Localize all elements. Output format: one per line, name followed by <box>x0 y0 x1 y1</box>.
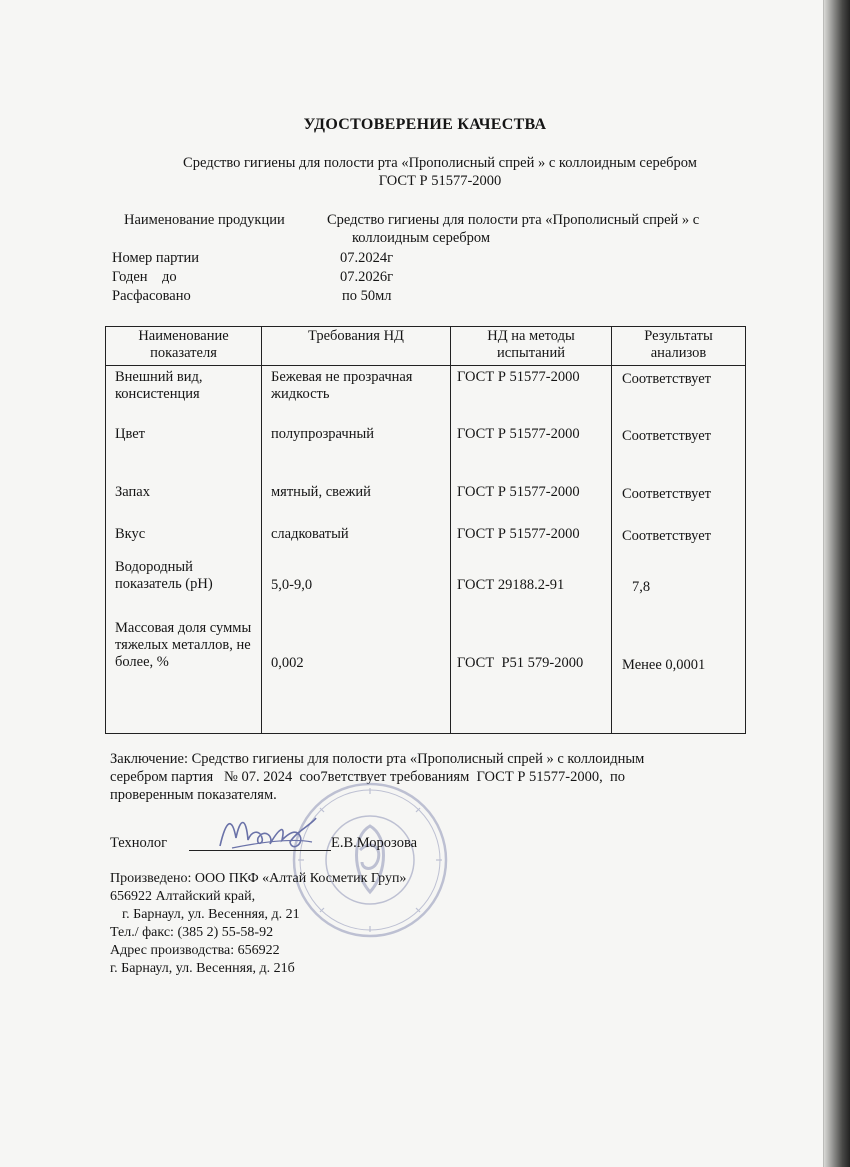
technologist-label: Технолог <box>110 835 168 851</box>
document-title: УДОСТОВЕРЕНИЕ КАЧЕСТВА <box>303 116 547 133</box>
batch-label: Номер партии <box>112 250 200 266</box>
conclusion-line: серебром партия № 07. 2024 соо7ветствует требованиям ГОСТ Р 51577-2000, по <box>110 769 625 785</box>
conclusion-line: проверенным показателям. <box>110 787 277 803</box>
packed-label: Расфасовано <box>112 288 191 304</box>
method-smell: ГОСТ Р 51577-2000 <box>457 484 580 500</box>
product-name-label: Наименование продукции <box>124 212 285 228</box>
production-address: г. Барнаул, ул. Весенняя, д. 21б <box>110 961 295 976</box>
header-result: Результаты анализов <box>612 327 746 366</box>
requirement-column <box>262 366 451 734</box>
indicator-ph: Водородный показатель (pH) <box>115 559 213 592</box>
manufacturer-info <box>110 870 406 978</box>
indicator-smell: Запах <box>115 484 150 500</box>
indicator-color: Цвет <box>115 426 146 442</box>
requirement-appearance: Бежевая не прозрачная жидкость <box>271 369 413 402</box>
conclusion-line: Заключение: Средство гигиены для полости рта «Прополисный спрей » с коллоидным <box>110 751 645 767</box>
table-header-row <box>106 327 746 366</box>
method-color: ГОСТ Р 51577-2000 <box>457 426 580 442</box>
header-method: НД на методы испытаний <box>451 327 612 366</box>
batch-value: 07.2024г <box>340 250 394 266</box>
result-column <box>612 366 746 734</box>
product-name-value-line2: коллоидным серебром <box>352 230 491 246</box>
result-heavy-metals: Менее 0,0001 <box>622 657 706 673</box>
indicator-taste: Вкус <box>115 526 146 542</box>
method-column <box>451 366 612 734</box>
requirement-color: полупрозрачный <box>271 426 374 442</box>
requirement-taste: сладковатый <box>271 526 349 542</box>
result-smell: Соответствует <box>622 486 711 502</box>
manufacturer-address: г. Барнаул, ул. Весенняя, д. 21 <box>122 907 300 922</box>
method-heavy-metals: ГОСТ Р51 579-2000 <box>457 655 584 671</box>
packed-value: по 50мл <box>342 288 392 304</box>
subtitle-product-line: Средство гигиены для полости рта «Прополисный спрей » с коллоидным серебром <box>183 155 697 171</box>
expiry-value: 07.2026г <box>340 269 394 285</box>
requirement-heavy-metals: 0,002 <box>271 655 304 671</box>
result-appearance: Соответствует <box>622 371 711 387</box>
table-body-row <box>106 366 746 734</box>
manufacturer-region: 656922 Алтайский край, <box>110 889 256 904</box>
method-appearance: ГОСТ Р 51577-2000 <box>457 369 580 385</box>
result-taste: Соответствует <box>622 528 711 544</box>
requirement-smell: мятный, свежий <box>271 484 371 500</box>
requirement-ph: 5,0-9,0 <box>271 577 313 593</box>
method-taste: ГОСТ Р 51577-2000 <box>457 526 580 542</box>
technologist-name: Е.В.Морозова <box>331 835 418 851</box>
expiry-label: Годен до <box>112 269 177 285</box>
quality-table <box>105 326 746 734</box>
subtitle-standard-line: ГОСТ Р 51577-2000 <box>378 173 502 189</box>
product-name-value-line1: Средство гигиены для полости рта «Прополисный спрей » с <box>327 212 700 228</box>
indicator-appearance: Внешний вид, консистенция <box>115 369 203 402</box>
result-color: Соответствует <box>622 428 711 444</box>
handwritten-signature-icon <box>212 808 322 858</box>
production-address-label: Адрес производства: 656922 <box>110 943 280 958</box>
result-ph: 7,8 <box>632 579 651 595</box>
manufacturer-name: Произведено: ООО ПКФ «Алтай Косметик Груп» <box>110 871 407 886</box>
header-requirement: Требования НД <box>262 327 451 366</box>
header-indicator: Наименование показателя <box>106 327 262 366</box>
indicator-column <box>106 366 262 734</box>
indicator-heavy-metals: Массовая доля суммы тяжелых металлов, не более, % <box>115 620 252 670</box>
manufacturer-phone: Тел./ факс: (385 2) 55-58-92 <box>110 925 274 940</box>
method-ph: ГОСТ 29188.2-91 <box>457 577 565 593</box>
document-subtitle <box>40 154 840 190</box>
